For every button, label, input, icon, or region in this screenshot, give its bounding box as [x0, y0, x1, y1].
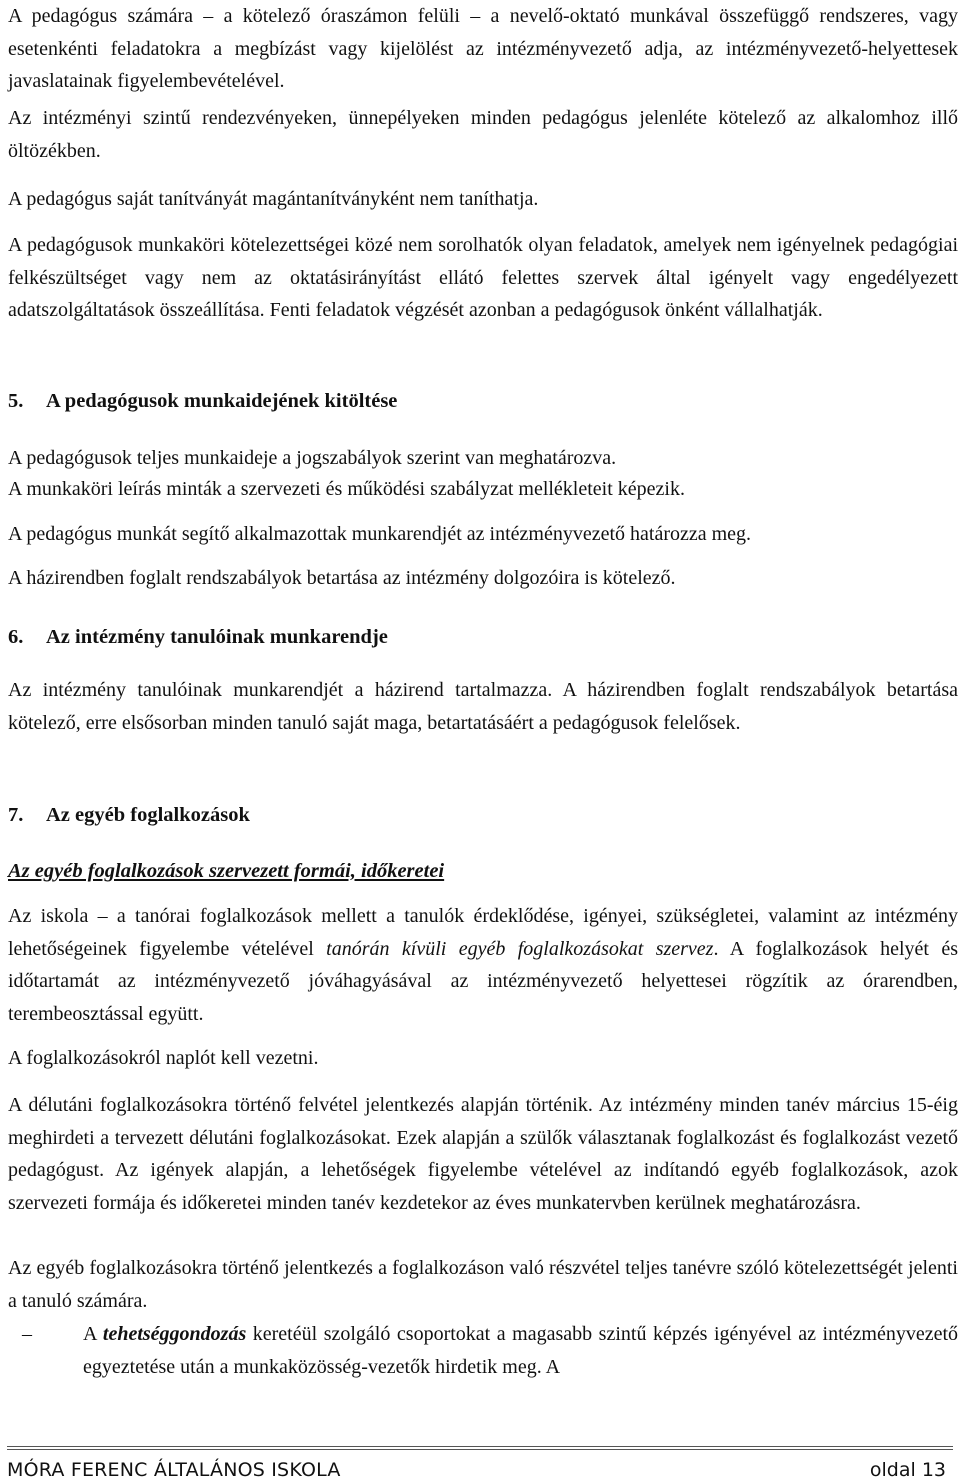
section-6-title: Az intézmény tanulóinak munkarendje: [46, 626, 388, 648]
paragraph-events: Az intézményi szintű rendezvényeken, ünnepélyeken minden pedagógus jelenléte kötelező az alkalomhoz illő öltözékben.: [8, 107, 958, 162]
section-6-heading: [8, 622, 388, 652]
section-7-paragraph-4: Az egyéb foglalkozásokra történő jelentkezés a foglalkozáson való részvétel teljes tanévre szóló kötelezettségét jelenti a tanuló számára.: [8, 1257, 958, 1312]
section-7-p1-emphasis: tanórán kívüli egyéb foglalkozásokat szervez: [326, 937, 714, 960]
list-item-text: [83, 1318, 958, 1383]
section-7-title: Az egyéb foglalkozások: [46, 804, 250, 826]
list-item-text-b: keretéül szolgáló csoportokat a magasabb szintű képzés igényével az intézményvezető egyeztetése után a munkaközösség-vezetők hirdetik meg. A: [83, 1323, 959, 1378]
section-6-paragraph-1: Az intézmény tanulóinak munkarendjét a házirend tartalmazza. A házirendben foglalt rendszabályok betartása kötelező, erre elsősorban minden tanuló saját maga, betartatásáért a pedagógusok felelősek.: [8, 679, 958, 734]
footer-school-name: MÓRA FERENC ÁLTALÁNOS ISKOLA: [7, 1459, 341, 1481]
section-5-paragraph-4: A házirendben foglalt rendszabályok betartása az intézmény dolgozóira is kötelező.: [8, 567, 676, 589]
section-7-p1-text-b: . A foglalkozások helyét és időtartamát az intézményvezető jóváhagyásával az intézményvezető helyettesei rögzítik az órarendben, terembeosztással együtt.: [8, 937, 958, 1025]
paragraph-private-tutoring: A pedagógus saját tanítványát magántanítványként nem taníthatja.: [8, 188, 539, 210]
section-5-paragraph-2: A munkaköri leírás minták a szervezeti és működési szabályzat mellékleteit képezik.: [8, 478, 685, 500]
list-item-bold-term: tehetséggondozás: [102, 1323, 247, 1345]
section-5-title: A pedagógusok munkaidejének kitöltése: [46, 390, 398, 412]
section-7-paragraph-3: A délutáni foglalkozásokra történő felvétel jelentkezés alapján történik. Az intézmény minden tanév március 15-éig meghirdeti a tervezett délutáni foglalkozásokat. Ezek alapján a szülők választanak foglalkozást és foglalkozást vezető pedagógust. Az igények alapján, a lehetőségek figyelembe vételével az indítandó egyéb foglalkozások, azok szervezeti formája és időkeretei minden tanév kezdetekor az éves munkatervben kerülnek meghatározásra.: [8, 1094, 958, 1214]
footer-page-number: oldal 13: [869, 1459, 946, 1481]
section-5-heading: [8, 386, 397, 416]
list-bullet-dash: –: [22, 1323, 32, 1345]
section-7-paragraph-2: A foglalkozásokról naplót kell vezetni.: [8, 1047, 319, 1069]
section-7-p1-text-a: Az iskola – a tanórai foglalkozások mellett a tanulók érdeklődése, igényei, szükségletei, valamint az intézmény lehetőségeinek figyelembe vételével: [8, 905, 958, 960]
list-item-text-a: A: [83, 1323, 103, 1345]
section-7-number: 7.: [8, 804, 24, 826]
section-7-subtitle: Az egyéb foglalkozások szervezett formái, időkeretei: [8, 860, 445, 882]
paragraph-duties: A pedagógusok munkaköri kötelezettségei közé nem sorolhatók olyan feladatok, amelyek nem igényelnek pedagógiai felkészültséget vagy nem az oktatásirányítást ellátó felettes szervek által igényelt vagy engedélyezett adatszolgáltatások összeállítása. Fenti feladatok végzését azonban a pedagógusok önként vállalhatják.: [8, 234, 958, 321]
section-7-heading: [8, 800, 250, 830]
section-5-paragraph-1: A pedagógusok teljes munkaideje a jogszabályok szerint van meghatározva.: [8, 447, 617, 469]
section-5-paragraph-3: A pedagógus munkát segítő alkalmazottak munkarendjét az intézményvezető határozza meg.: [8, 523, 752, 545]
section-6-number: 6.: [8, 626, 24, 648]
paragraph-assignment: A pedagógus számára – a kötelező óraszámon felüli – a nevelő-oktató munkával összefüggő rendszeres, vagy esetenkénti feladatokra a megbízást vagy kijelölést az intézményvezető adja, az intézményvezető-helyettesek javaslatainak figyelembevételével.: [8, 5, 958, 92]
footer-divider: [7, 1446, 953, 1450]
section-5-number: 5.: [8, 390, 24, 412]
section-7-paragraph-1: [8, 900, 958, 1030]
